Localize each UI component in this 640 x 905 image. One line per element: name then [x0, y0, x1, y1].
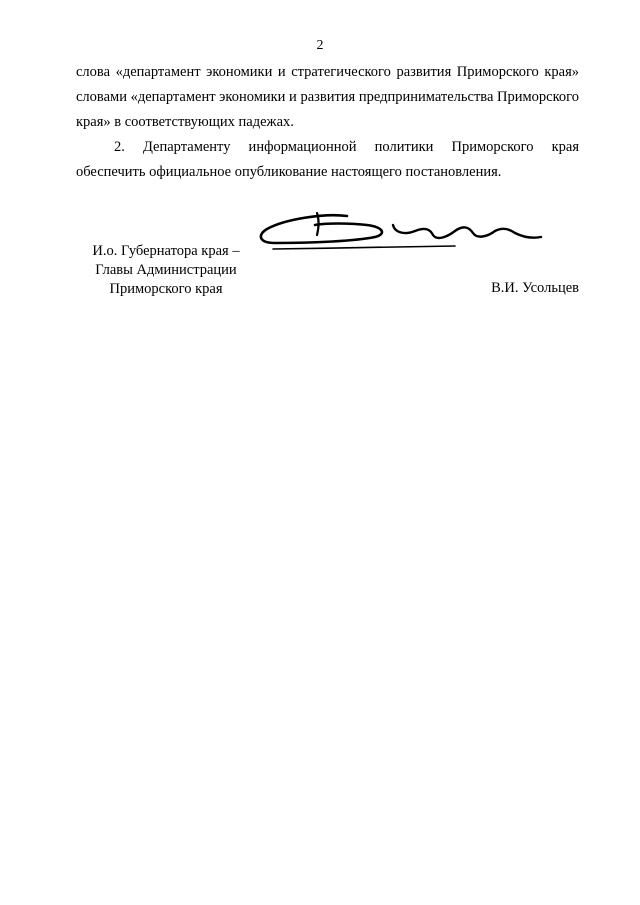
signer-title-line: Главы Администрации	[95, 262, 237, 278]
signer-title-line: Приморского края	[109, 281, 223, 297]
signer-name: В.И. Усольцев	[491, 280, 579, 296]
document-body	[76, 60, 579, 185]
paragraph-publication-order: 2. Департаменту информационной политики Приморского края обеспечить официальное опубликование настоящего постановления.	[76, 139, 579, 180]
signer-title-line: И.о. Губернатора края –	[92, 243, 240, 259]
signature-icon	[255, 205, 555, 260]
paragraph-continuation: слова «департамент экономики и стратегического развития Приморского края» словами «департамент экономики и развития предпринимательства Приморского края» в соответствующих падежах.	[76, 64, 580, 130]
signer-title	[76, 242, 256, 299]
page-number: 2	[316, 38, 324, 53]
